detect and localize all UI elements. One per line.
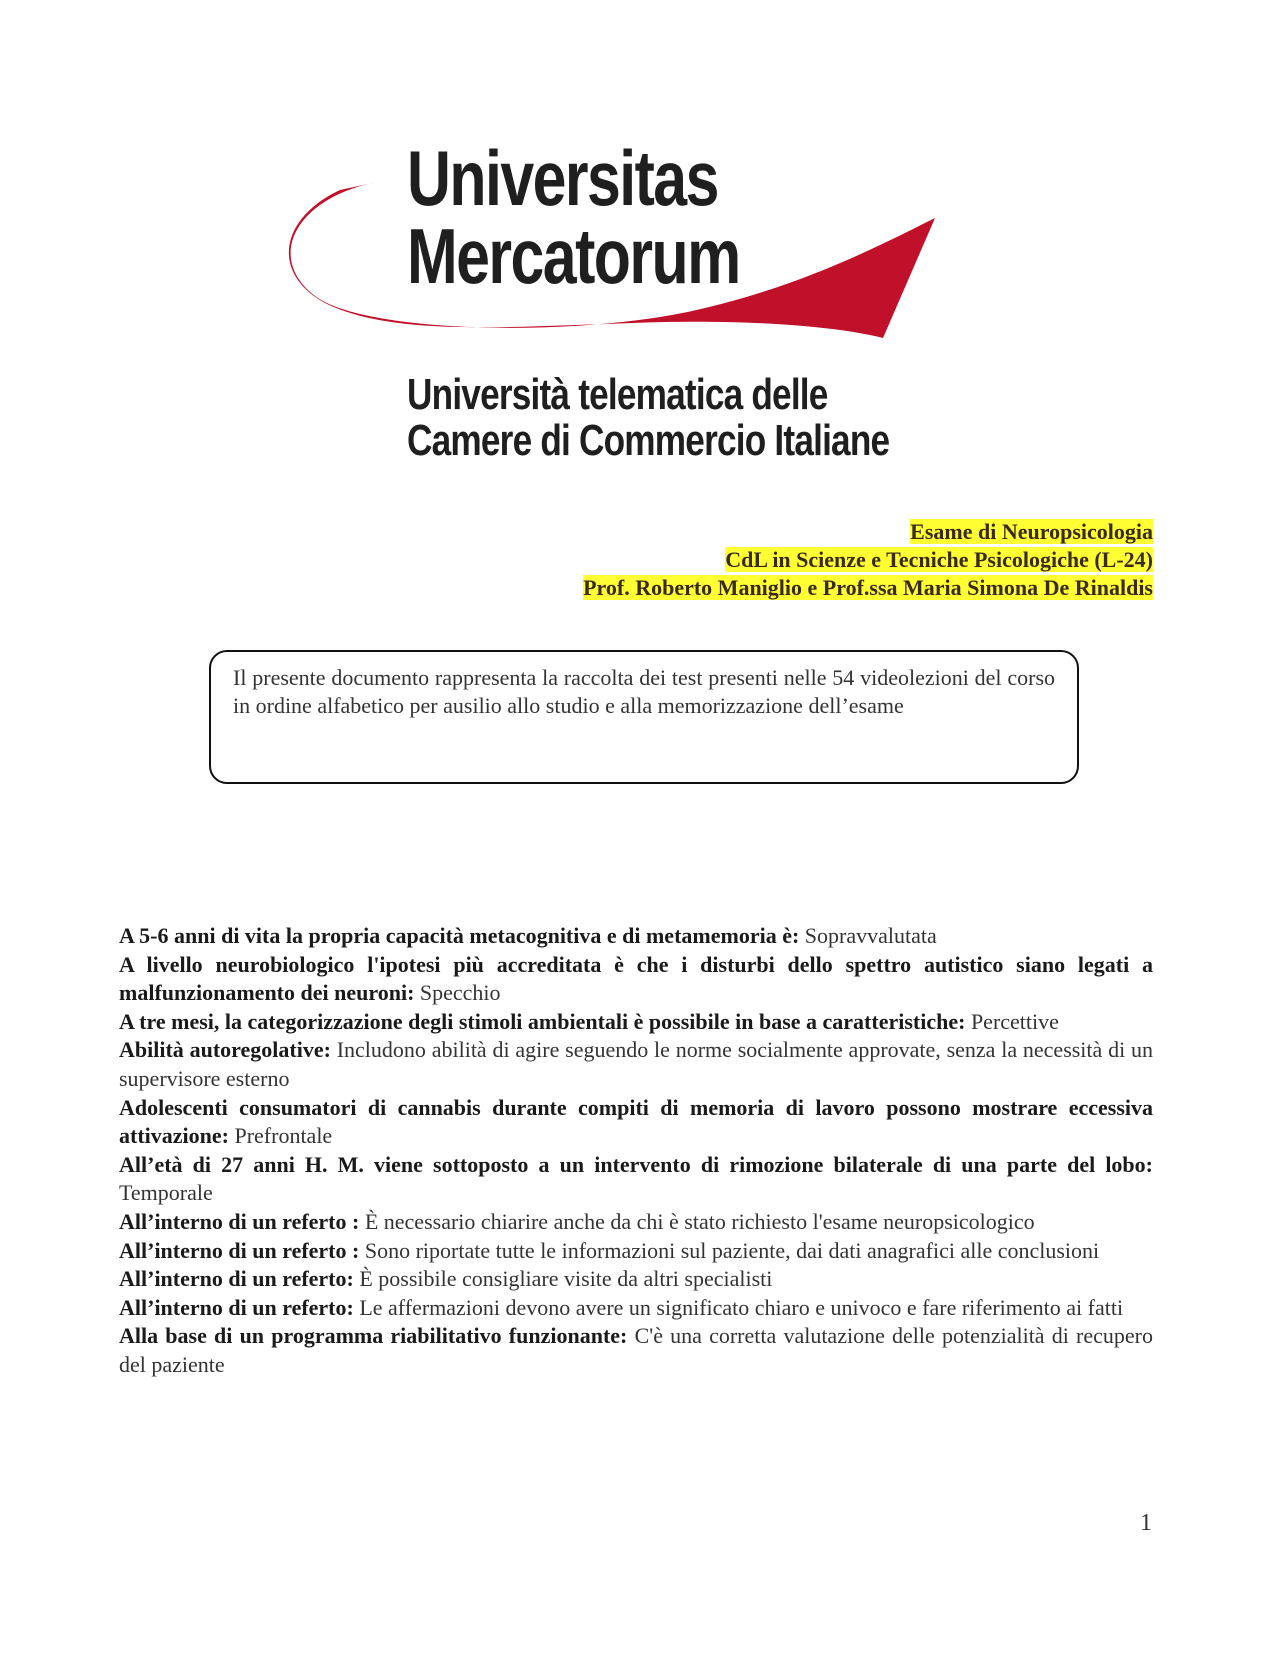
qa-entry [119, 1094, 1153, 1151]
question: A livello neurobiologico l'ipotesi più accreditata è che i disturbi dello spettro autistico siano legati a malfunzionamento dei neuroni: [119, 951, 1153, 1006]
page-number: 1 [1140, 1510, 1152, 1536]
qa-entry [119, 1008, 1153, 1037]
question: Adolescenti consumatori di cannabis durante compiti di memoria di lavoro possono mostrare eccessiva attivazione: [119, 1094, 1153, 1149]
answer: Le affermazioni devono avere un significato chiaro e univoco e fare riferimento ai fatti [359, 1294, 1124, 1320]
question: Alla base di un programma riabilitativo funzionante: [119, 1323, 628, 1349]
qa-entry [119, 1151, 1153, 1208]
exam-header [583, 518, 1153, 602]
professors: Prof. Roberto Maniglio e Prof.ssa Maria Simona De Rinaldis [583, 575, 1153, 600]
answer: Sono riportate tutte le informazioni sul paziente, dai dati anagrafici alle conclusioni [364, 1237, 1100, 1263]
qa-entry [119, 1208, 1153, 1237]
question: A tre mesi, la categorizzazione degli stimoli ambientali è possibile in base a caratteristiche: [119, 1008, 966, 1034]
notice-box [209, 650, 1079, 784]
answer: Specchio [419, 980, 501, 1006]
course-title: CdL in Scienze e Tecniche Psicologiche (L-24) [725, 547, 1153, 572]
question: Abilità autoregolative: [119, 1037, 331, 1063]
question: A 5-6 anni di vita la propria capacità metacognitiva e di metamemoria è: [119, 923, 800, 948]
university-logo [285, 134, 985, 478]
question: All’età di 27 anni H. M. viene sottoposto a un intervento di rimozione bilaterale di una parte del lobo: [119, 1151, 1153, 1177]
qa-list [119, 922, 1153, 1380]
answer: C'è una corretta valutazione delle potenzialità di recupero del paziente [119, 1323, 1153, 1377]
answer: Prefrontale [234, 1123, 333, 1149]
logo-line-1: Universitas [407, 134, 718, 222]
answer: È possibile consigliare visite da altri specialisti [359, 1266, 773, 1292]
answer: Percettive [970, 1008, 1059, 1034]
answer: Temporale [119, 1180, 213, 1206]
answer: Sopravvalutata [804, 923, 937, 948]
question: All’interno di un referto : [119, 1208, 360, 1234]
qa-entry [119, 1036, 1153, 1093]
answer: È necessario chiarire anche da chi è stato richiesto l'esame neuropsicologico [364, 1208, 1035, 1234]
question: All’interno di un referto : [119, 1237, 360, 1263]
answer: Includono abilità di agire seguendo le norme socialmente approvate, senza la necessità di un supervisore esterno [119, 1037, 1153, 1091]
exam-title: Esame di Neuropsicologia [910, 519, 1153, 544]
qa-entry [119, 951, 1153, 1008]
qa-entry [119, 1322, 1153, 1379]
question: All’interno di un referto: [119, 1294, 354, 1320]
question: All’interno di un referto: [119, 1266, 354, 1292]
qa-entry [119, 922, 1153, 951]
notice-text: Il presente documento rappresenta la raccolta dei test presenti nelle 54 videolezioni del corso in ordine alfabetico per ausilio allo studio e alla memorizzazione dell’esame [233, 665, 1055, 718]
qa-entry [119, 1294, 1153, 1323]
qa-entry [119, 1237, 1153, 1266]
logo-subline-2: Camere di Commercio Italiane [407, 416, 890, 465]
logo-line-2: Mercatorum [407, 212, 740, 300]
logo-subline-1: Università telematica delle [407, 370, 828, 419]
qa-entry [119, 1265, 1153, 1294]
